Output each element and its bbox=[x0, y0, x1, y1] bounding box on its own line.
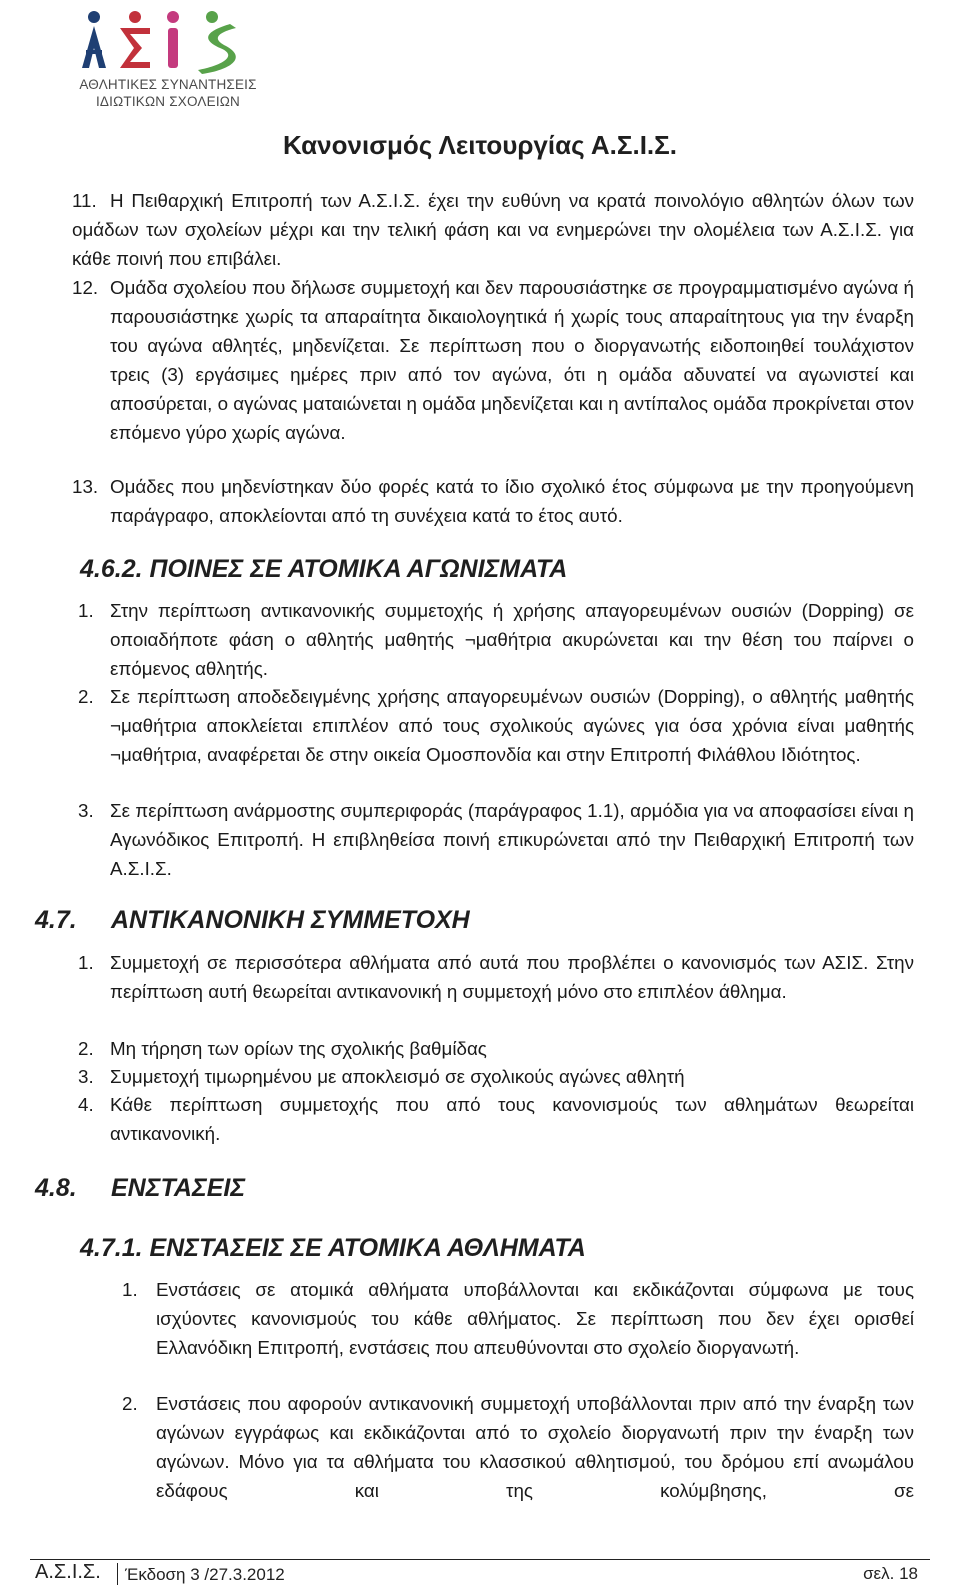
document-title: Κανονισμός Λειτουργίας Α.Σ.Ι.Σ. bbox=[283, 130, 677, 160]
list-item-text: Συμμετοχή σε περισσότερα αθλήματα από αυτά που προβλέπει ο κανονισμός των ΑΣΙΣ. Στην περίπτωση αυτή θεωρείται αντικανονική η συμμετοχή μόνο στο επιπλέον άθλημα. bbox=[110, 952, 914, 1002]
list-item-text: Σε περίπτωση αποδεδειγμένης χρήσης απαγορευμένων ουσιών (Dopping), ο αθλητής μαθητής ¬μαθήτρια αποκλείεται επιπλέον από τους σχολικούς αγώνες για όσα χρόνια είναι μαθητής ¬μαθήτρια, αναφέρεται δε στην οικεία Ομοσπονδία και στην Επιτροπή Φιλάθλου Ιδιότητος. bbox=[110, 686, 914, 765]
list-item bbox=[118, 1275, 914, 1362]
list-item-number: 12. bbox=[72, 277, 99, 298]
list-item bbox=[72, 796, 914, 883]
list-item-text: Κάθε περίπτωση συμμετοχής που από τους κανονισμούς των αθλημάτων θεωρείται αντικανονική. bbox=[110, 1094, 914, 1144]
section-heading-4-8 bbox=[35, 1174, 915, 1206]
list-item-text: Ομάδες που μηδενίστηκαν δύο φορές κατά το ίδιο σχολικό έτος σύμφωνα με την προηγούμενη παράγραφο, αποκλείονται από τη συνέχεια κατά το έτος αυτό. bbox=[110, 476, 914, 526]
section-number: 4.7. bbox=[35, 906, 77, 934]
section-heading-4-7-1: 4.7.1. ΕΝΣΤΑΣΕΙΣ ΣΕ ΑΤΟΜΙΚΑ ΑΘΛΗΜΑΤΑ bbox=[80, 1234, 586, 1262]
list-item bbox=[72, 948, 914, 1006]
list-item bbox=[118, 1389, 914, 1505]
logo-caption-line-2: ΙΔΙΩΤΙΚΩΝ ΣΧΟΛΕΙΩΝ bbox=[95, 94, 241, 109]
logo-caption-line-1: ΑΘΛΗΤΙΚΕΣ ΣΥΝΑΝΤΗΣΕΙΣ bbox=[79, 77, 257, 92]
list-item bbox=[72, 273, 914, 447]
footer-edition: Έκδοση 3 /27.3.2012 bbox=[125, 1565, 285, 1584]
list-item-number: 4. bbox=[78, 1094, 94, 1115]
section-number: 4.8. bbox=[35, 1174, 77, 1202]
list-item-text: Στην περίπτωση αντικανονικής συμμετοχής ή χρήσης απαγορευμένων ουσιών (Dopping) σε οποιαδήποτε φάση ο αθλητής μαθητής ¬μαθήτρια ακυρώνεται και την θέση του παίρνει ο επόμενος αθλητής. bbox=[110, 600, 914, 679]
list-item-text: Ενστάσεις σε ατομικά αθλήματα υποβάλλονται και εκδικάζονται σύμφωνα με τους ισχύοντες κανονισμούς του κάθε αθλήματος. Σε περίπτωση που δεν έχει ορισθεί Ελλανόδικη Επιτροπή, ενστάσεις που απευθύνονται στο σχολείο διοργανωτή. bbox=[156, 1279, 914, 1358]
list-item-text: Ομάδα σχολείου που δήλωσε συμμετοχή και δεν παρουσιάστηκε σε προγραμματισμένο αγώνα ή παρουσιάστηκε χωρίς τα απαραίτητα δικαιολογητικά ή χωρίς τους απαραίτητους για την έναρξη του αγώνα αθλητές, μηδενίζεται. Σε περίπτωση που ο διοργανωτής ειδοποιηθεί τουλάχιστον τρεις (3) εργάσιμες ημέρες πριν από τον αγώνα, ότι η ομάδα αδυνατεί να αγωνιστεί και αποσύρεται, ο αγώνας ματαιώνεται η ομάδα μηδενίζεται και η αντίπαλος ομάδα προκρίνεται στον επόμενο γύρο χωρίς αγώνα. bbox=[110, 277, 914, 443]
list-item-number: 13. bbox=[72, 476, 99, 497]
list-item bbox=[72, 1090, 914, 1148]
list-item-number: 3. bbox=[78, 800, 94, 821]
list-item-number: 3. bbox=[78, 1066, 94, 1087]
footer-rule bbox=[30, 1559, 930, 1560]
list-item-text: Σε περίπτωση ανάρμοστης συμπεριφοράς (παράγραφος 1.1), αρμόδια για να αποφασίσει είναι η Αγωνόδικος Επιτροπή. Η επιβληθείσα ποινή επικυρώνεται από την Πειθαρχική Επιτροπή των Α.Σ.Ι.Σ. bbox=[110, 800, 914, 879]
list-item-text: Ενστάσεις που αφορούν αντικανονική συμμετοχή υποβάλλονται πριν από την έναρξη των αγώνων εγγράφως και εκδικάζονται από το σχολείο διοργανωτή πριν την έναρξη των αγώνων. Μόνο για τα αθλήματα του κλασσικού αθλητισμού, του δρόμου επί ανωμάλου εδάφους και της κολύμβησης, σε bbox=[156, 1393, 914, 1501]
list-item-number: 2. bbox=[122, 1393, 138, 1414]
footer-page-number: σελ. 18 bbox=[863, 1564, 918, 1583]
section-heading-4-7 bbox=[35, 906, 915, 938]
list-item bbox=[72, 682, 914, 769]
list-item bbox=[72, 1062, 914, 1091]
footer-separator bbox=[117, 1563, 118, 1585]
list-item-number: 1. bbox=[78, 600, 94, 621]
list-item bbox=[72, 186, 914, 273]
list-item-text: Μη τήρηση των ορίων της σχολικής βαθμίδας bbox=[110, 1038, 487, 1059]
section-title: ΑΝΤΙΚΑΝΟΝΙΚΗ ΣΥΜΜΕΤΟΧΗ bbox=[111, 906, 470, 934]
footer-org: Α.Σ.Ι.Σ. bbox=[35, 1561, 101, 1583]
list-item-number: 1. bbox=[78, 952, 94, 973]
list-item-number: 2. bbox=[78, 686, 94, 707]
list-item-text: Συμμετοχή τιμωρημένου με αποκλεισμό σε σχολικούς αγώνες αθλητή bbox=[110, 1066, 685, 1087]
logo-caption bbox=[78, 76, 258, 110]
list-item-number: 11. bbox=[72, 190, 97, 211]
section-heading-4-6-2: 4.6.2. ΠΟΙΝΕΣ ΣΕ ΑΤΟΜΙΚΑ ΑΓΩΝΙΣΜΑΤΑ bbox=[80, 555, 568, 583]
list-item-text: Η Πειθαρχική Επιτροπή των Α.Σ.Ι.Σ. έχει την ευθύνη να κρατά ποινολόγιο αθλητών όλων των ομάδων των σχολείων μέχρι και την τελική φάση και να ενημερώνει την ολομέλεια των Α.Σ.Ι.Σ. για κάθε ποινή που επιβάλει. bbox=[72, 190, 914, 269]
list-item-number: 2. bbox=[78, 1038, 94, 1059]
section-title: ΕΝΣΤΑΣΕΙΣ bbox=[111, 1174, 246, 1202]
list-item bbox=[72, 1034, 914, 1063]
list-item bbox=[72, 596, 914, 683]
list-item-number: 1. bbox=[122, 1279, 138, 1300]
asis-logo-mark bbox=[80, 8, 255, 78]
list-item bbox=[72, 472, 914, 530]
